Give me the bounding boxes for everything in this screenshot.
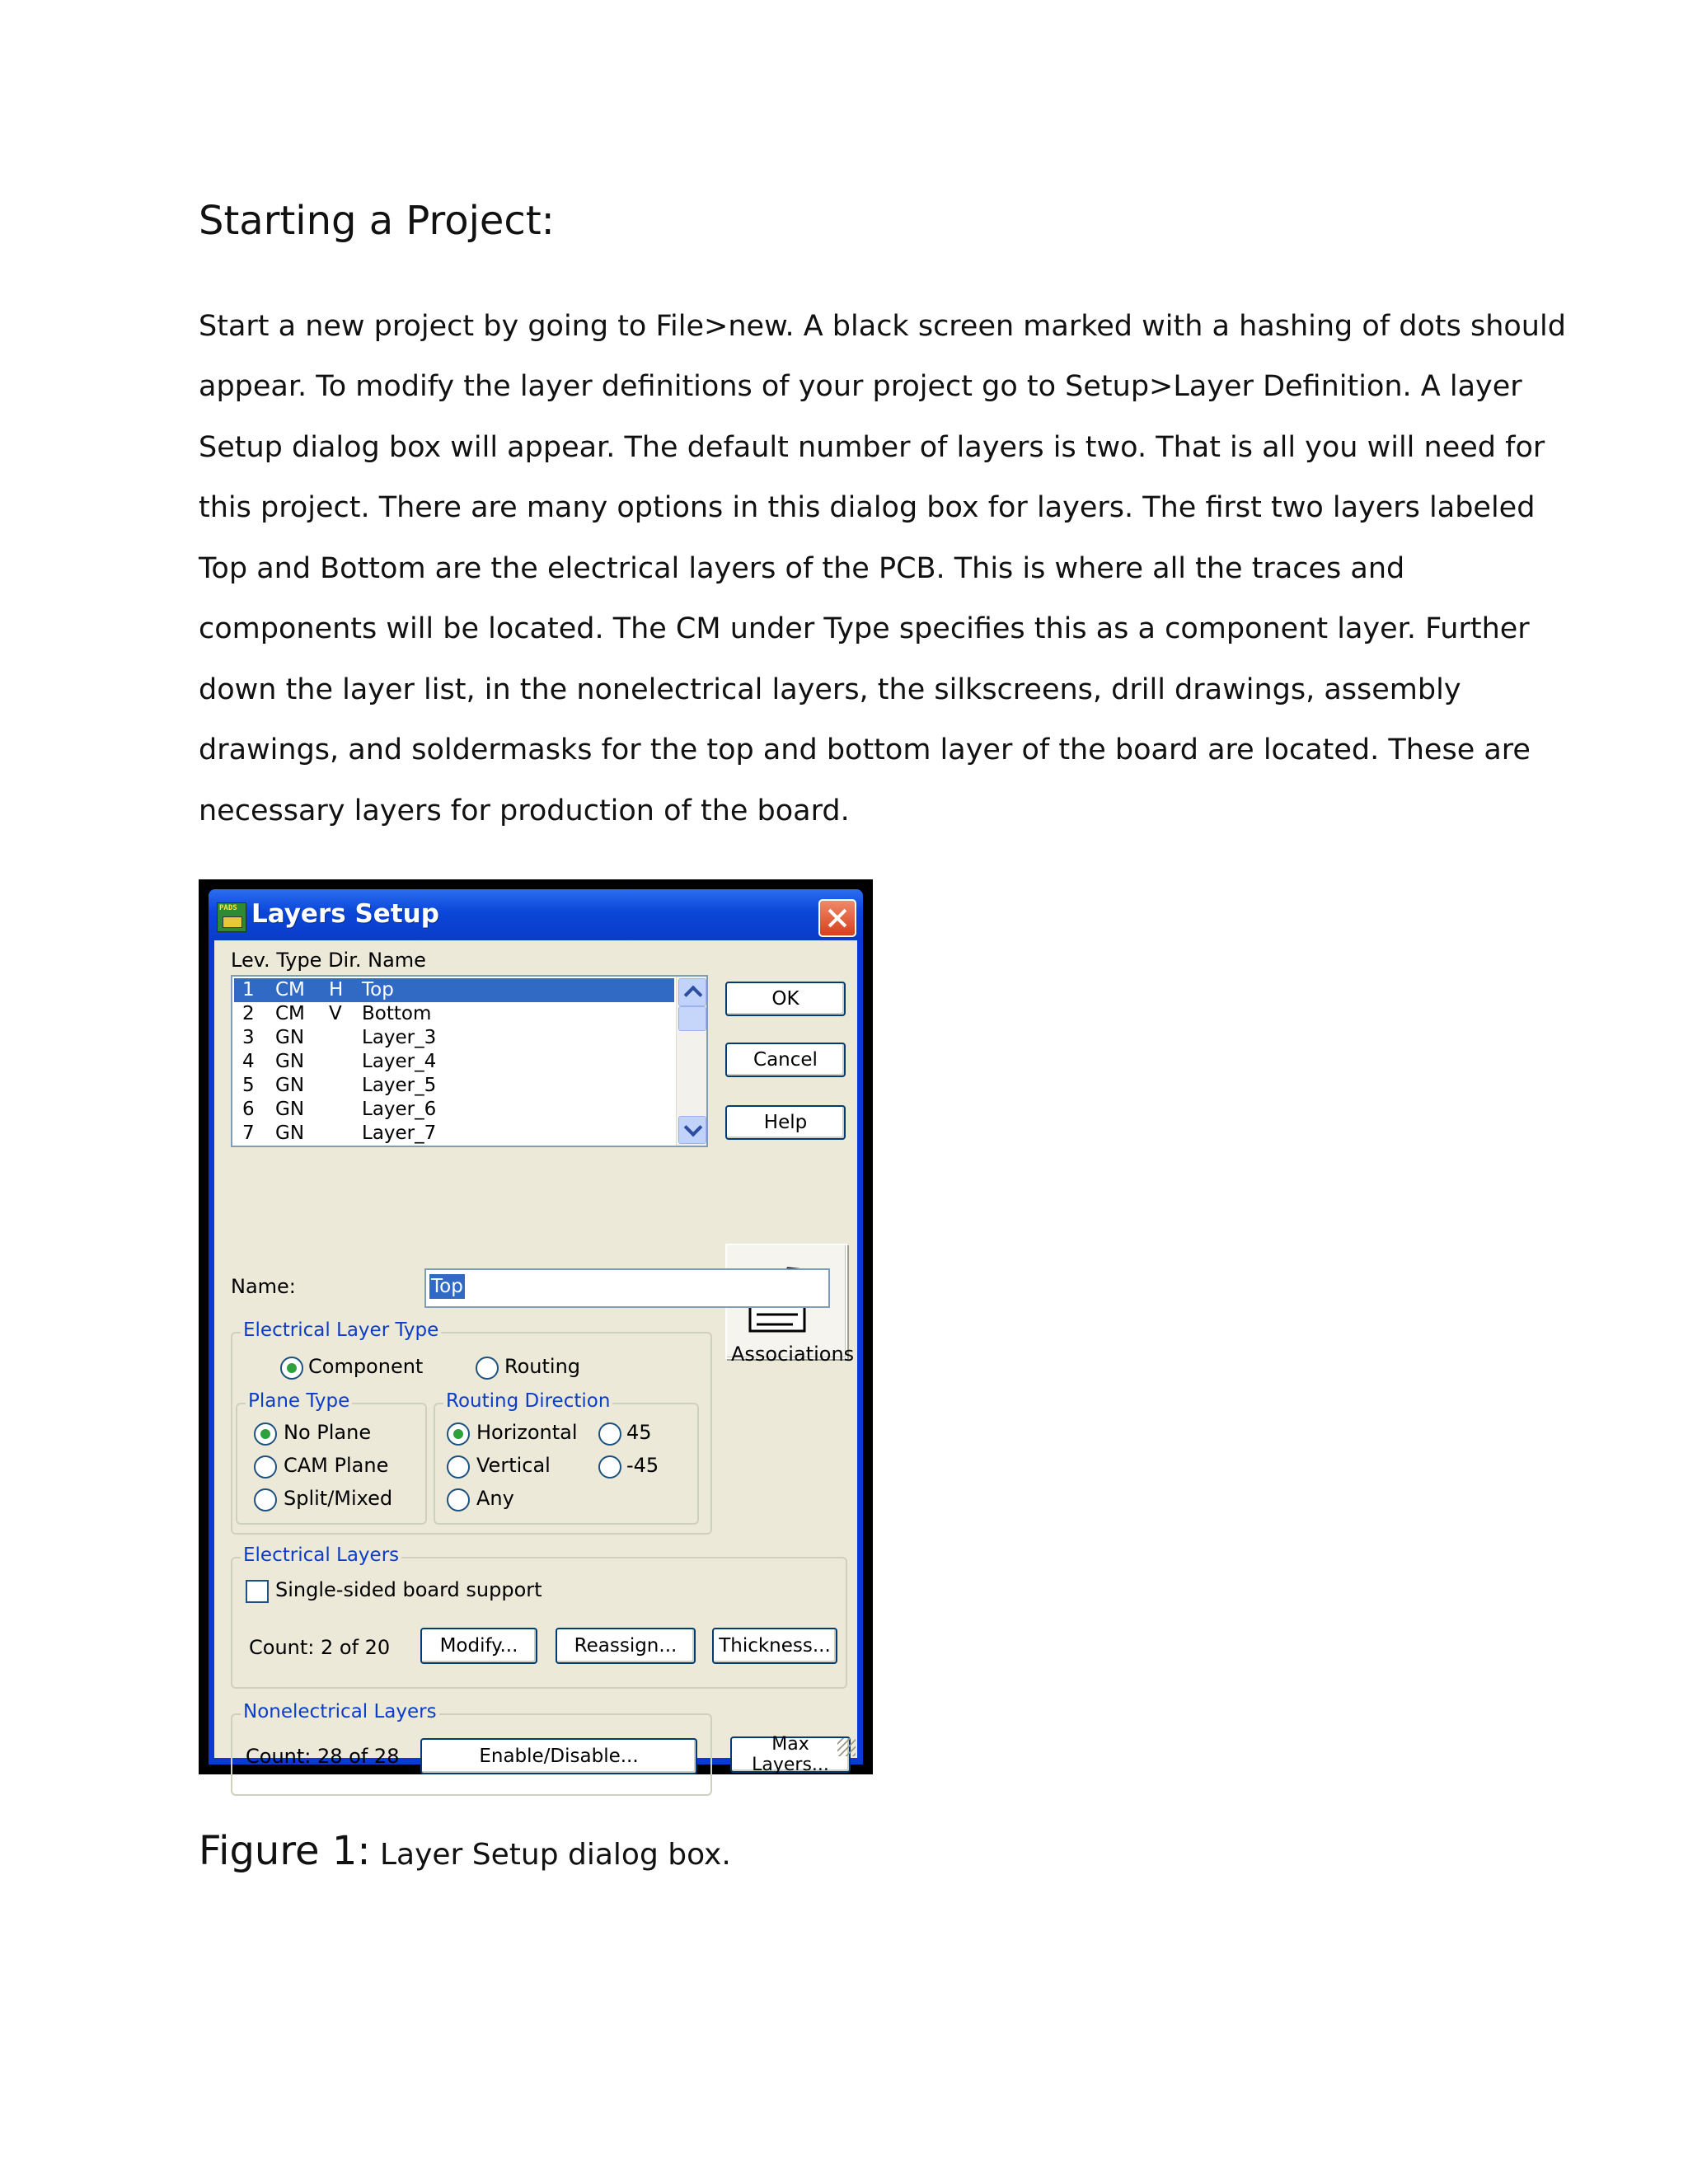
ok-button[interactable]: OK xyxy=(725,982,846,1016)
split-mixed-label: Split/Mixed xyxy=(284,1487,393,1510)
layer-name: Top xyxy=(362,979,394,1001)
component-radio[interactable] xyxy=(280,1357,303,1380)
angle-minus-45-radio[interactable] xyxy=(598,1455,621,1479)
single-sided-label: Single-sided board support xyxy=(275,1578,542,1601)
plane-type-group xyxy=(236,1390,427,1525)
app-icon-label: PADS xyxy=(219,904,237,912)
layer-row[interactable] xyxy=(234,1002,674,1026)
layer-row[interactable] xyxy=(234,1026,674,1050)
layer-name: Layer_4 xyxy=(362,1051,437,1072)
electrical-count: Count: 2 of 20 xyxy=(249,1636,391,1659)
layer-row[interactable] xyxy=(234,1098,674,1122)
layer-row[interactable] xyxy=(234,1122,674,1146)
paragraph-line: necessary layers for production of the board. xyxy=(199,794,850,827)
scroll-down-icon[interactable] xyxy=(678,1116,706,1144)
thickness-button[interactable]: Thickness... xyxy=(712,1628,837,1664)
layer-level: 4 xyxy=(242,1051,255,1072)
layer-level: 5 xyxy=(242,1075,255,1096)
paragraph-line: drawings, and soldermasks for the top and bottom layer of the board are located. These are xyxy=(199,733,1531,766)
max-layers-button[interactable]: Max Layers... xyxy=(730,1736,851,1773)
nonelectrical-layers-group xyxy=(231,1701,712,1796)
chip-icon xyxy=(223,916,242,928)
electrical-layer-type-group xyxy=(231,1319,712,1535)
paragraph-line: Setup dialog box will appear. The default number of layers is two. That is all you will need for xyxy=(199,431,1545,464)
layer-level: 6 xyxy=(242,1099,255,1120)
layer-level: 7 xyxy=(242,1122,255,1144)
layer-row[interactable] xyxy=(234,1050,674,1074)
routing-radio[interactable] xyxy=(476,1357,499,1380)
layer-type: GN xyxy=(275,1051,305,1072)
figure-label: Figure 1: xyxy=(199,1828,371,1874)
single-sided-checkbox[interactable] xyxy=(246,1580,269,1603)
layer-type: CM xyxy=(275,1003,305,1024)
modify-button[interactable]: Modify... xyxy=(420,1628,537,1664)
layer-list-header: Lev. Type Dir. Name xyxy=(231,949,426,972)
dialog-titlebar[interactable] xyxy=(209,889,863,940)
dialog-title: Layers Setup xyxy=(251,899,439,929)
split-mixed-radio[interactable] xyxy=(254,1488,277,1511)
layer-type: GN xyxy=(275,1075,305,1096)
any-label: Any xyxy=(476,1487,514,1510)
layer-type: GN xyxy=(275,1027,305,1048)
layer-name: Bottom xyxy=(362,1003,432,1024)
no-plane-label: No Plane xyxy=(284,1421,372,1444)
group-title: Electrical Layer Type xyxy=(241,1319,441,1341)
cam-plane-radio[interactable] xyxy=(254,1455,277,1479)
paragraph-line: this project. There are many options in this dialog box for layers. The first two layers labeled xyxy=(199,491,1536,524)
layer-level: 2 xyxy=(242,1003,255,1024)
layer-list-scrollbar[interactable] xyxy=(676,977,706,1146)
layer-direction: H xyxy=(329,979,344,1001)
layers-setup-dialog xyxy=(209,889,863,1775)
component-label: Component xyxy=(308,1355,424,1378)
dialog-client-area xyxy=(214,940,857,1775)
no-plane-radio[interactable] xyxy=(254,1422,277,1446)
enable-disable-button[interactable]: Enable/Disable... xyxy=(420,1738,697,1774)
paragraph-line: appear. To modify the layer definitions of your project go to Setup>Layer Definition. A layer xyxy=(199,370,1522,403)
help-button[interactable]: Help xyxy=(725,1105,846,1140)
layer-name-input[interactable] xyxy=(424,1268,830,1308)
name-label: Name: xyxy=(231,1275,296,1298)
layer-type: GN xyxy=(275,1122,305,1144)
angle-45-label: 45 xyxy=(626,1421,652,1444)
close-icon[interactable] xyxy=(818,899,856,937)
electrical-layers-group xyxy=(231,1544,847,1689)
paragraph-line: Start a new project by going to File>new. A black screen marked with a hashing of dots should xyxy=(199,310,1566,343)
paragraph-line: Top and Bottom are the electrical layers of the PCB. This is where all the traces and xyxy=(199,552,1405,585)
layer-name: Layer_3 xyxy=(362,1027,437,1048)
pads-app-icon xyxy=(217,902,246,932)
group-title: Nonelectrical Layers xyxy=(241,1701,439,1722)
layer-row[interactable] xyxy=(234,978,674,1002)
any-radio[interactable] xyxy=(447,1488,470,1511)
angle-minus-45-label: -45 xyxy=(626,1454,659,1477)
figure-caption xyxy=(199,1828,731,1874)
layer-direction: V xyxy=(329,1003,342,1024)
layer-name-value: Top xyxy=(431,1276,463,1297)
routing-label: Routing xyxy=(504,1355,581,1378)
caption-text: Layer Setup dialog box. xyxy=(370,1838,731,1872)
horizontal-label: Horizontal xyxy=(476,1421,578,1444)
associations-label: Associations xyxy=(731,1343,855,1366)
figure-screenshot xyxy=(199,879,873,1774)
nonelectrical-count: Count: 28 of 28 xyxy=(246,1745,400,1768)
group-title: Electrical Layers xyxy=(241,1544,401,1566)
layer-row[interactable] xyxy=(234,1074,674,1098)
layer-name: Layer_5 xyxy=(362,1075,437,1096)
routing-direction-group xyxy=(434,1390,699,1525)
paragraph-line: components will be located. The CM under Type specifies this as a component layer. Further xyxy=(199,612,1530,645)
vertical-radio[interactable] xyxy=(447,1455,470,1479)
cam-plane-label: CAM Plane xyxy=(284,1454,389,1477)
cancel-button[interactable]: Cancel xyxy=(725,1043,846,1077)
page-heading: Starting a Project: xyxy=(199,198,555,244)
layer-name: Layer_7 xyxy=(362,1122,437,1144)
reassign-button[interactable]: Reassign... xyxy=(556,1628,696,1664)
resize-grip-icon[interactable] xyxy=(837,1738,856,1756)
angle-45-radio[interactable] xyxy=(598,1422,621,1446)
layer-level: 3 xyxy=(242,1027,255,1048)
horizontal-radio[interactable] xyxy=(447,1422,470,1446)
group-title: Routing Direction xyxy=(443,1390,612,1412)
group-title: Plane Type xyxy=(246,1390,352,1412)
scroll-up-icon[interactable] xyxy=(678,978,706,1006)
vertical-label: Vertical xyxy=(476,1454,551,1477)
paragraph-line: down the layer list, in the nonelectrical layers, the silkscreens, drill drawings, assembly xyxy=(199,673,1461,706)
layer-type: CM xyxy=(275,979,305,1001)
layer-name: Layer_6 xyxy=(362,1099,437,1120)
layer-list[interactable] xyxy=(231,975,708,1147)
layer-level: 1 xyxy=(242,979,255,1001)
layer-type: GN xyxy=(275,1099,305,1120)
scroll-thumb[interactable] xyxy=(678,1006,706,1031)
